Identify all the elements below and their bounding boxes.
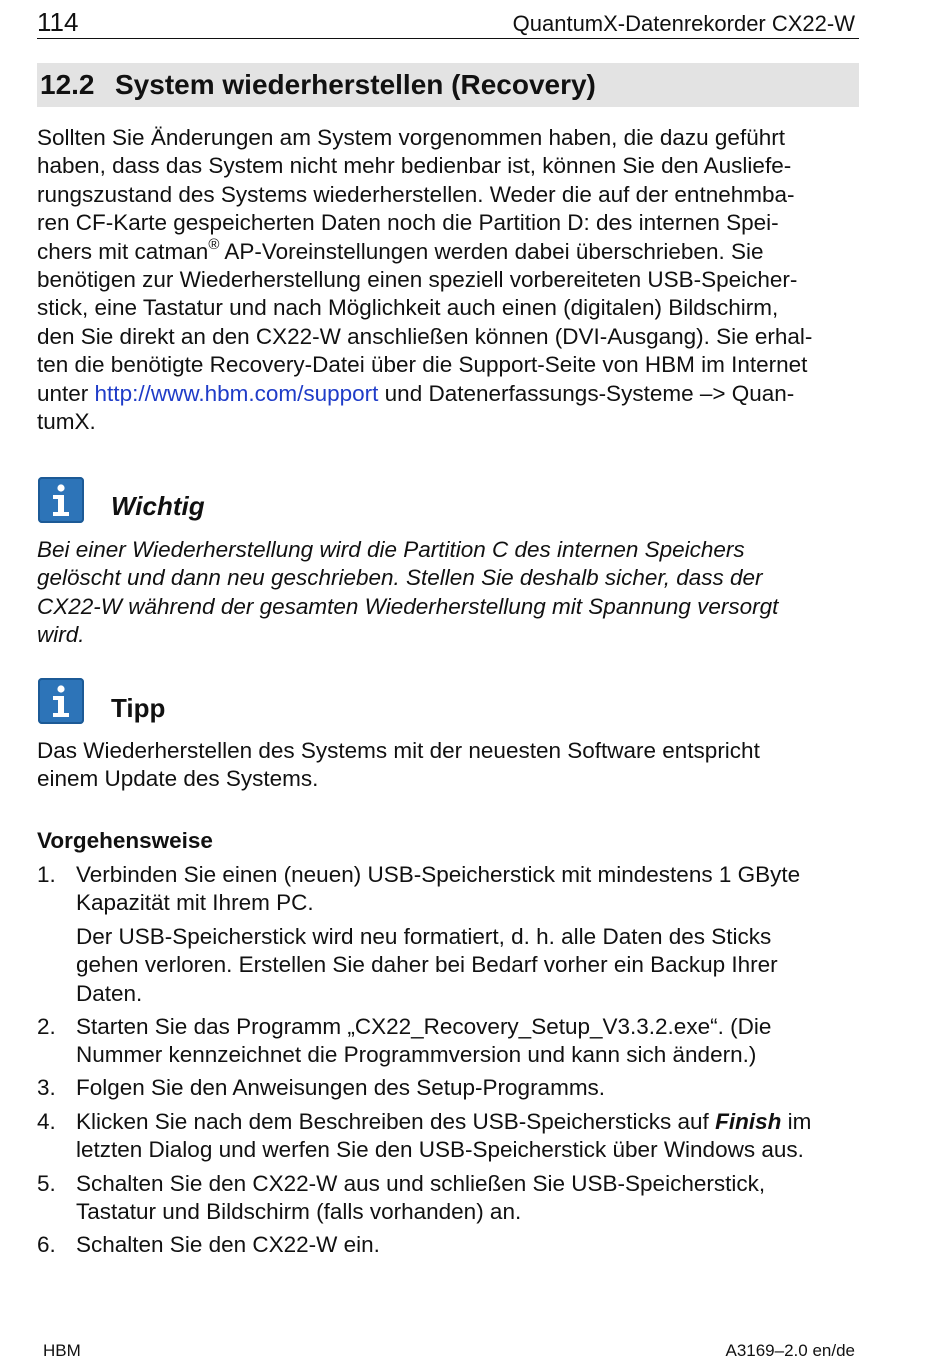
- intro-paragraph: [37, 124, 812, 436]
- step-number: 1.: [37, 862, 56, 887]
- text-line: Verbinden Sie einen (neuen) USB-Speicherstick mit mindestens 1 GByte: [76, 862, 801, 887]
- text-segment: AP-Voreinstellungen werden dabei überschrieben. Sie: [219, 238, 764, 264]
- text-line: Starten Sie das Programm „CX22_Recovery_Setup_V3.3.2.exe“. (Die: [76, 1014, 772, 1039]
- info-icon: [38, 678, 84, 724]
- step-number: 4.: [37, 1109, 56, 1134]
- step-text: [76, 1013, 771, 1070]
- text-line: Kapazität mit Ihrem PC.: [76, 890, 314, 916]
- footer-company: HBM: [43, 1341, 81, 1360]
- step-number: 5.: [37, 1171, 56, 1196]
- page-header: [37, 6, 859, 39]
- text-line: gelöscht und dann neu geschrieben. Stellen Sie deshalb sicher, dass der: [37, 565, 763, 591]
- section-heading: [37, 63, 859, 107]
- text-line: [37, 380, 812, 408]
- important-text: [37, 536, 778, 650]
- text-line: einem Update des Systems.: [37, 766, 319, 792]
- text-line: ten die benötigte Recovery-Datei über die Support-Seite von HBM im Internet: [37, 352, 808, 378]
- text-line: Schalten Sie den CX22-W aus und schließen Sie USB-Speicherstick,: [76, 1171, 766, 1196]
- text-line: Tastatur und Bildschirm (falls vorhanden) an.: [76, 1199, 522, 1225]
- text-line: Nummer kennzeichnet die Programmversion und kann sich ändern.): [76, 1042, 757, 1068]
- text-segment: und Datenerfassungs-Systeme –> Quan-: [378, 380, 795, 406]
- text-line: ren CF-Karte gespeicherten Daten noch die Partition D: des internen Spei-: [37, 210, 779, 236]
- step-note-text: [76, 923, 778, 1008]
- procedure-heading: Vorgehensweise: [37, 828, 213, 853]
- text-line: Sollten Sie Änderungen am System vorgenommen haben, die dazu geführt: [37, 125, 785, 150]
- step-text: [76, 1108, 811, 1165]
- info-icon: [38, 477, 84, 523]
- step-text: [76, 861, 800, 918]
- text-line: Bei einer Wiederherstellung wird die Partition C des internen Speichers: [37, 537, 745, 562]
- text-segment: unter: [37, 380, 95, 406]
- step-number: 2.: [37, 1014, 56, 1039]
- section-number: 12.2: [40, 69, 95, 100]
- section-title: System wiederherstellen (Recovery): [115, 69, 596, 100]
- text-line: Der USB-Speicherstick wird neu formatiert, d. h. alle Daten des Sticks: [76, 924, 772, 949]
- text-segment: Klicken Sie nach dem Beschreiben des USB-Speichersticks auf: [76, 1109, 716, 1134]
- text-line: haben, dass das System nicht mehr bedienbar ist, können Sie den Ausliefe-: [37, 153, 792, 179]
- step-number: 6.: [37, 1232, 56, 1257]
- step-text: [76, 1231, 380, 1259]
- tip-title: Tipp: [111, 693, 166, 723]
- text-line: benötigen zur Wiederherstellung einen speziell vorbereiteten USB-Speicher-: [37, 267, 798, 293]
- text-line: letzten Dialog und werfen Sie den USB-Speicherstick über Windows aus.: [76, 1137, 804, 1163]
- text-line: rungszustand des Systems wiederherstellen. Weder die auf der entnehmba-: [37, 181, 795, 207]
- finish-label: Finish: [715, 1109, 782, 1134]
- page-number: 114: [37, 7, 79, 37]
- text-segment: chers mit catman: [37, 238, 209, 264]
- important-title: Wichtig: [111, 491, 205, 521]
- text-line: Folgen Sie den Anweisungen des Setup-Programms.: [76, 1075, 606, 1100]
- tip-text: [37, 737, 760, 794]
- text-line: gehen verloren. Erstellen Sie daher bei Bedarf vorher ein Backup Ihrer: [76, 952, 778, 978]
- text-line: Das Wiederherstellen des Systems mit der neuesten Software entspricht: [37, 738, 760, 763]
- text-line: [37, 235, 812, 266]
- document-title: QuantumX-Datenrekorder CX22-W: [512, 11, 855, 36]
- registered-mark: ®: [208, 235, 220, 253]
- text-line: Daten.: [76, 980, 143, 1006]
- manual-page: [37, 0, 859, 1369]
- text-line: den Sie direkt an den CX22-W anschließen können (DVI-Ausgang). Sie erhal-: [37, 323, 813, 349]
- text-line: Schalten Sie den CX22-W ein.: [76, 1232, 380, 1257]
- step-text: [76, 1074, 605, 1102]
- text-line: [76, 1108, 811, 1136]
- text-line: wird.: [37, 622, 85, 648]
- text-line: stick, eine Tastatur und nach Möglichkeit auch einen (digitalen) Bildschirm,: [37, 295, 779, 321]
- footer-doc-code: A3169–2.0 en/de: [725, 1341, 855, 1360]
- text-segment: im: [781, 1109, 812, 1134]
- step-text: [76, 1170, 765, 1227]
- step-number: 3.: [37, 1075, 56, 1100]
- support-link[interactable]: http://www.hbm.com/support: [94, 380, 379, 406]
- text-line: tumX.: [37, 409, 96, 435]
- text-line: CX22-W während der gesamten Wiederherstellung mit Spannung versorgt: [37, 593, 779, 619]
